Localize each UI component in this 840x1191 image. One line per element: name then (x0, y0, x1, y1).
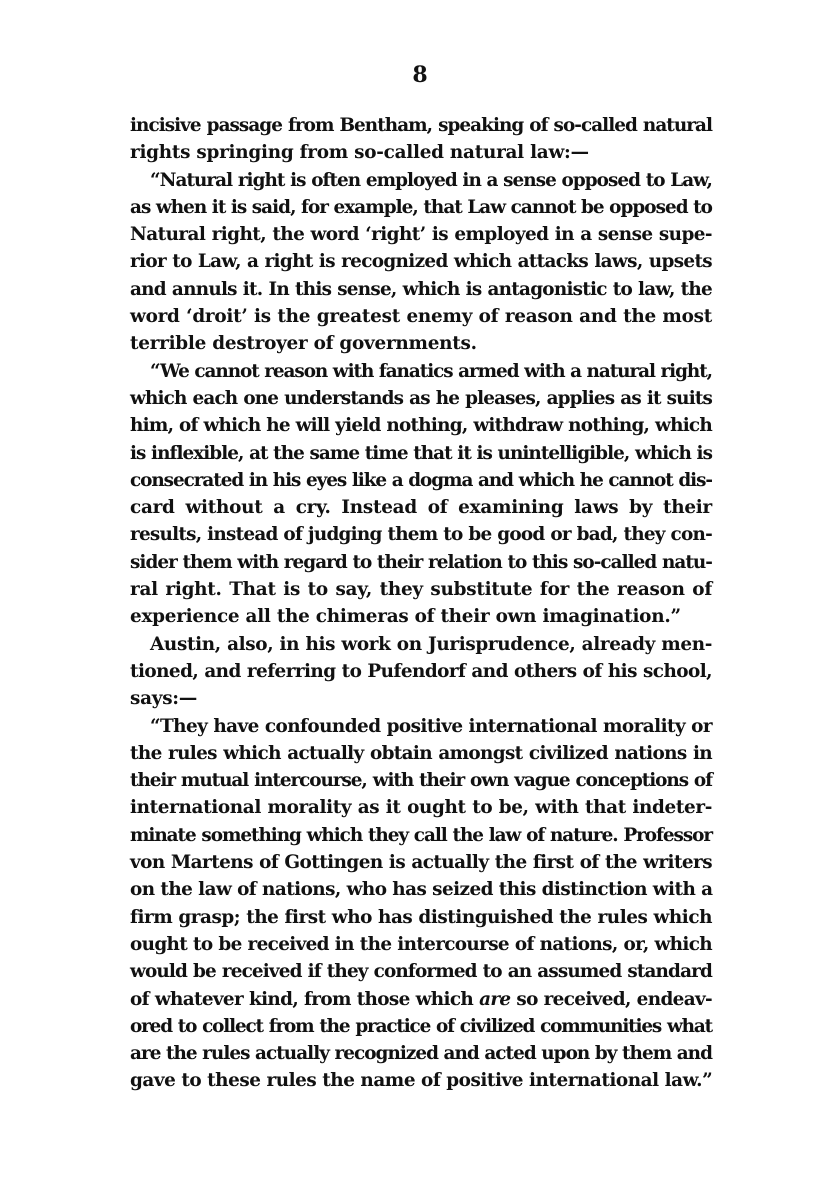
text-line: terrible destroyer of governments. (130, 333, 477, 355)
text-line: is inflexible, at the same time that it is unintelligible, which is (130, 442, 712, 464)
text-line: word ‘droit’ is the greatest enemy of reason and the most (130, 306, 712, 328)
text-line: Austin, also, in his work on Jurisprudence, already men- (150, 633, 712, 655)
text-line: tioned, and referring to Pufendorf and others of his school, (130, 660, 712, 682)
text-line: “We cannot reason with fanatics armed with a natural right, (150, 360, 712, 382)
text-line: minate something which they call the law of nature. Professor (130, 824, 712, 846)
text-line: rights springing from so-called natural law:— (130, 142, 589, 164)
text-line: von Martens of Gottingen is actually the first of the writers (130, 852, 712, 874)
text-line: as when it is said, for example, that Law cannot be opposed to (130, 196, 712, 218)
text-line: consecrated in his eyes like a dogma and which he cannot dis- (130, 469, 712, 491)
text-line: on the law of nations, who has seized this distinction with a (130, 879, 713, 901)
text-line: are the rules actually recognized and acted upon by them and (130, 1043, 712, 1065)
text-line: would be received if they conformed to an assumed standard (130, 961, 712, 983)
text-line: “Natural right is often employed in a sense opposed to Law, (150, 169, 712, 191)
page-number: 8 (412, 62, 428, 88)
text-run: so received, endeav- (510, 988, 712, 1010)
text-line: firm grasp; the first who has distinguished the rules which (130, 906, 712, 928)
text-line: experience all the chimeras of their own imagination.” (130, 606, 681, 628)
text-line: “They have confounded positive international morality or (150, 715, 712, 737)
emphasis-are: are (479, 988, 511, 1010)
text-line: sider them with regard to their relation to this so-called natu- (130, 551, 712, 573)
text-line: incisive passage from Bentham, speaking of so-called natural (130, 115, 712, 136)
text-line: ored to collect from the practice of civilized communities what (130, 1015, 712, 1037)
text-line: results, instead of judging them to be good or bad, they con- (130, 524, 712, 546)
text-line: their mutual intercourse, with their own vague conceptions of (130, 770, 712, 792)
text-line: international morality as it ought to be, with that indeter- (130, 797, 712, 819)
text-line: the rules which actually obtain amongst civilized nations in (130, 742, 712, 764)
text-run: of whatever kind, from those which (130, 988, 480, 1010)
text-line: him, of which he will yield nothing, withdraw nothing, which (130, 415, 712, 437)
text-line: ral right. That is to say, they substitute for the reason of (130, 579, 712, 601)
text-line: says:— (130, 688, 197, 710)
text-line: gave to these rules the name of positive international law.” (130, 1070, 713, 1092)
text-line (130, 986, 712, 1013)
text-line: and annuls it. In this sense, which is antagonistic to law, the (130, 278, 712, 300)
text-line: Natural right, the word ‘right’ is employed in a sense supe- (130, 224, 712, 246)
text-line: which each one understands as he pleases, applies as it suits (130, 387, 712, 409)
body-text (130, 112, 712, 1095)
text-line: card without a cry. Instead of examining laws by their (130, 497, 712, 519)
text-line: rior to Law, a right is recognized which attacks laws, upsets (130, 251, 712, 273)
text-line: ought to be received in the intercourse of nations, or, which (130, 933, 712, 955)
